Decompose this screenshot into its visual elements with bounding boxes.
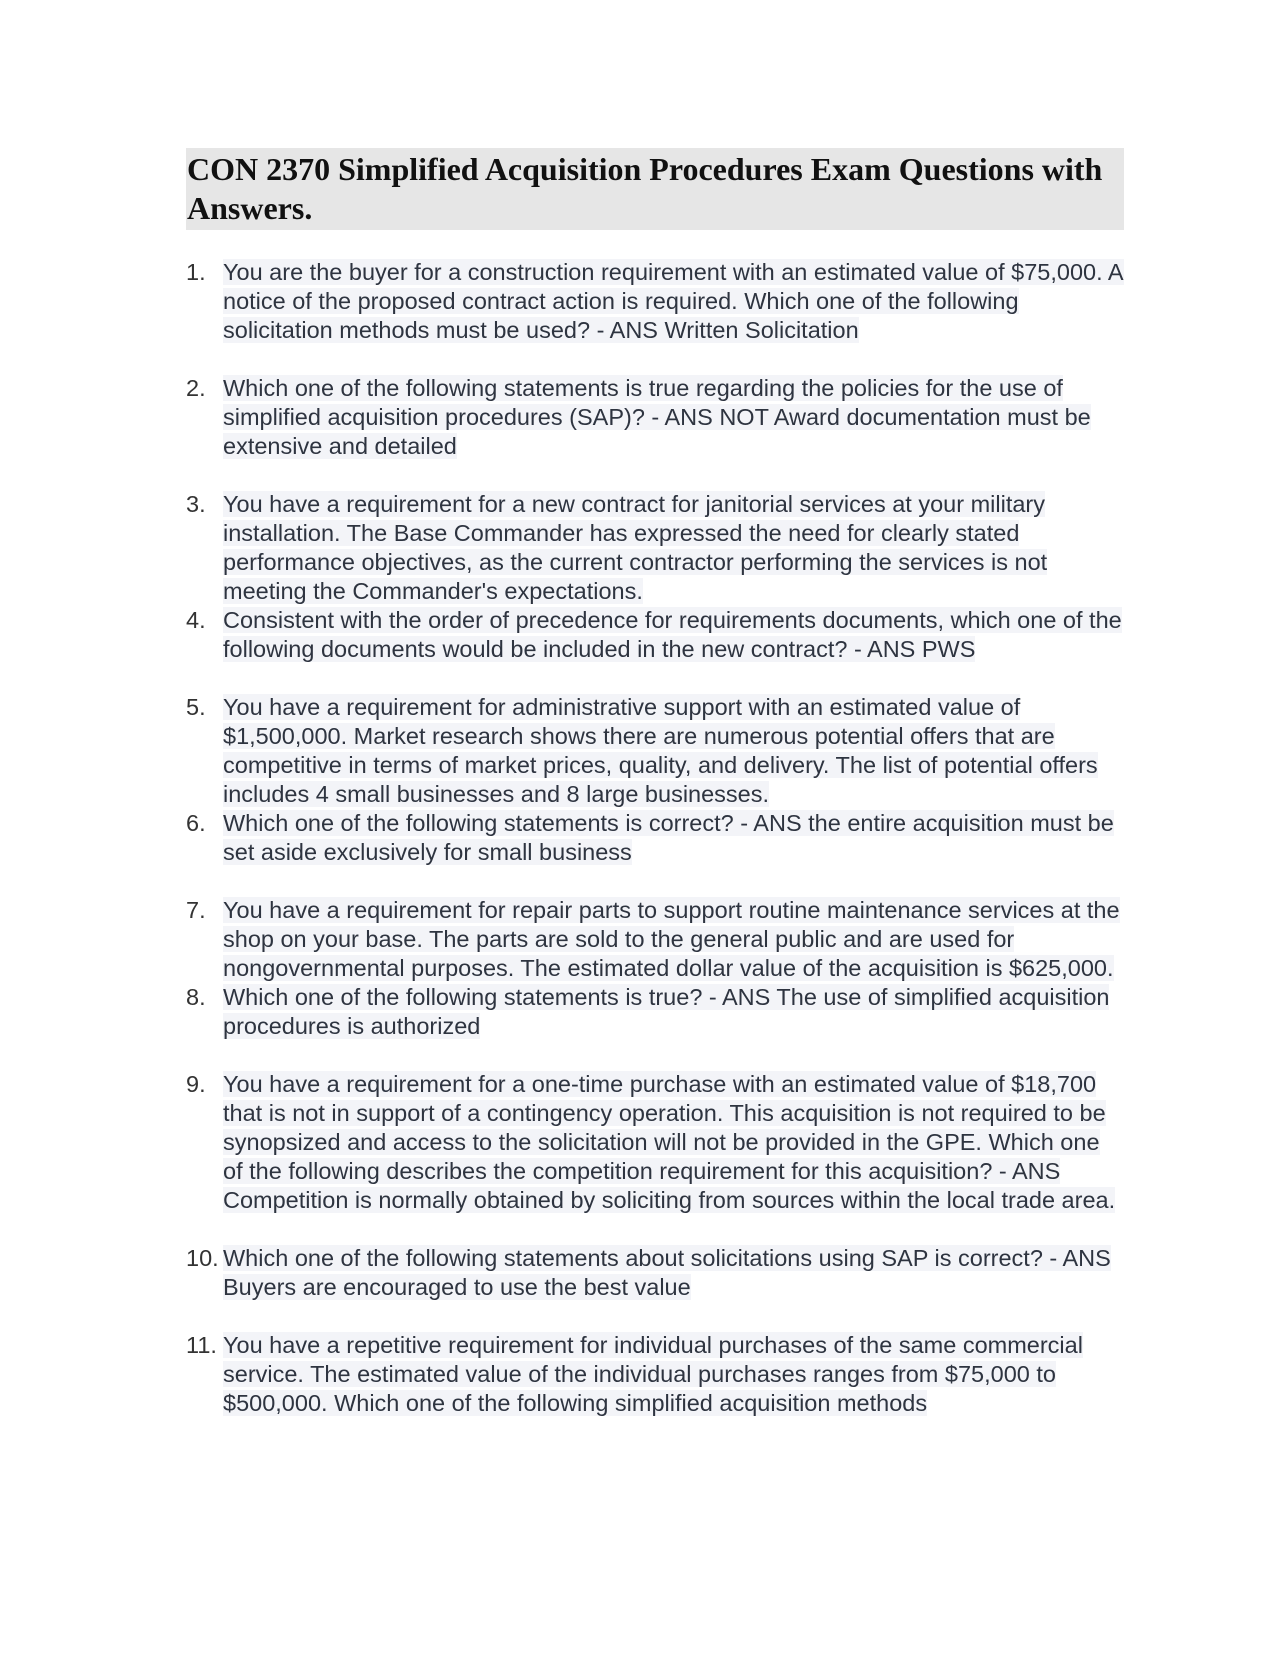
- item-text: You have a repetitive requirement for individual purchases of the same commercial service. The estimated value of the individual purchases ranges from $75,000 to $500,000. Which one of the following simplified acquisition methods: [223, 1332, 1083, 1416]
- list-item: [186, 809, 1124, 867]
- item-number: 7.: [186, 897, 206, 923]
- list-item: [186, 1331, 1124, 1418]
- item-text: Which one of the following statements is correct? - ANS the entire acquisition must be set aside exclusively for small business: [223, 810, 1114, 865]
- item-text: You have a requirement for a one-time purchase with an estimated value of $18,700 that is not in support of a contingency operation. This acquisition is not required to be synopsized and access to the solicitation will not be provided in the GPE. Which one of the following describes the competition requirement for this acquisition? - ANS Competition is normally obtained by soliciting from sources within the local trade area.: [223, 1071, 1116, 1213]
- item-number: 3.: [186, 491, 206, 517]
- item-number: 9.: [186, 1071, 206, 1097]
- list-item: [186, 1244, 1124, 1302]
- item-text: Which one of the following statements is true regarding the policies for the use of simplified acquisition procedures (SAP)? - ANS NOT Award documentation must be extensive and detailed: [223, 375, 1091, 459]
- item-text: Which one of the following statements about solicitations using SAP is correct? - ANS Buyers are encouraged to use the best value: [223, 1245, 1111, 1300]
- list-item: [186, 896, 1124, 983]
- document-title: CON 2370 Simplified Acquisition Procedures Exam Questions with Answers.: [186, 148, 1124, 230]
- item-number: 6.: [186, 810, 206, 836]
- item-text: You have a requirement for administrative support with an estimated value of $1,500,000. Market research shows there are numerous potential offers that are competitive in terms of market prices, quality, and delivery. The list of potential offers includes 4 small businesses and 8 large businesses.: [223, 694, 1098, 807]
- list-item: [186, 983, 1124, 1041]
- item-number: 2.: [186, 375, 206, 401]
- question-list: [186, 258, 1124, 1418]
- list-item: [186, 1070, 1124, 1215]
- item-text: You have a requirement for repair parts to support routine maintenance services at the shop on your base. The parts are sold to the general public and are used for nongovernmental purposes. The estimated dollar value of the acquisition is $625,000.: [223, 897, 1120, 981]
- item-text: Which one of the following statements is true? - ANS The use of simplified acquisition procedures is authorized: [223, 984, 1110, 1039]
- item-text: You are the buyer for a construction requirement with an estimated value of $75,000. A notice of the proposed contract action is required. Which one of the following solicitation methods must be used? - ANS Written Solicitation: [223, 259, 1124, 343]
- list-item: [186, 693, 1124, 809]
- item-number: 5.: [186, 694, 206, 720]
- item-number: 4.: [186, 607, 206, 633]
- item-number: 1.: [186, 259, 206, 285]
- document-page: [186, 148, 1124, 1418]
- list-item: [186, 258, 1124, 345]
- item-number: 11.: [186, 1332, 217, 1358]
- list-item: [186, 606, 1124, 664]
- item-text: You have a requirement for a new contract for janitorial services at your military installation. The Base Commander has expressed the need for clearly stated performance objectives, as the current contractor performing the services is not meeting the Commander's expectations.: [223, 491, 1048, 604]
- item-number: 10.: [186, 1245, 219, 1271]
- list-item: [186, 490, 1124, 606]
- list-item: [186, 374, 1124, 461]
- item-text: Consistent with the order of precedence for requirements documents, which one of the following documents would be included in the new contract? - ANS PWS: [223, 607, 1122, 662]
- item-number: 8.: [186, 984, 206, 1010]
